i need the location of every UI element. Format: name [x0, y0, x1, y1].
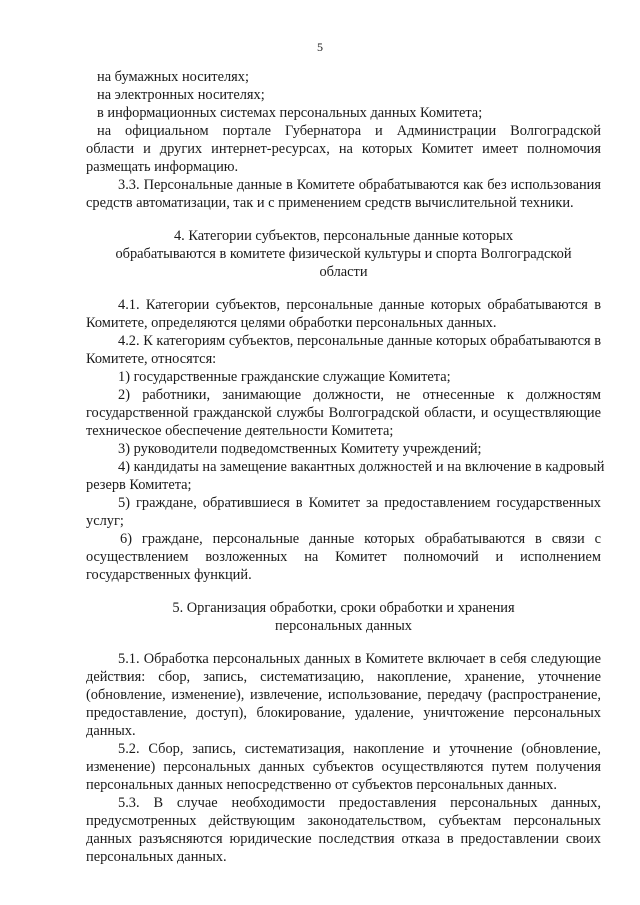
section-4-heading: обрабатываются в комитете физической культуры и спорта Волгоградской [115, 246, 572, 262]
paragraph-5-2: 5.2. Сбор, запись, систематизация, накопление и уточнение (обновление, [118, 741, 601, 757]
paragraph-4-1: 4.1. Категории субъектов, персональные данные которых обрабатываются в [118, 297, 601, 313]
list-item-5: 5) граждане, обратившиеся в Комитет за предоставлением государственных [118, 495, 601, 511]
list-item-2: 2) работники, занимающие должности, не отнесенные к должностям [118, 387, 601, 403]
paragraph-5-3: персональных данных. [86, 849, 227, 865]
list-item-4: 4) кандидаты на замещение вакантных должностей и на включение в кадровый [118, 459, 605, 475]
paragraph-4-2: Комитете, относятся: [86, 351, 217, 367]
paragraph-5-1: данных. [86, 723, 136, 739]
list-item-4: резерв Комитета; [86, 477, 192, 493]
paragraph-5-2: персональных данных непосредственно от субъектов персональных данных. [86, 777, 557, 793]
list-item-1: 1) государственные гражданские служащие Комитета; [118, 369, 451, 385]
list-item-2: техническое обеспечение деятельности Комитета; [86, 423, 394, 439]
storage-isp-line: в информационных системах персональных данных Комитета; [97, 105, 483, 121]
list-item-3: 3) руководители подведомственных Комитету учреждений; [118, 441, 482, 457]
paragraph-3-3: средств автоматизации, так и с применением средств вычислительной техники. [86, 195, 574, 211]
section-4-heading: 4. Категории субъектов, персональные данные которых [173, 228, 514, 244]
list-item-2: государственной гражданской службы Волгоградской области, и осуществляющие [86, 405, 601, 421]
storage-portal-line: размещать информацию. [86, 159, 239, 175]
section-4-heading: области [319, 264, 368, 280]
paragraph-5-1: 5.1. Обработка персональных данных в Комитете включает в себя следующие [118, 651, 601, 667]
list-item-6: 6) граждане, персональные данные которых обрабатываются в связи с [120, 531, 601, 547]
section-5-heading: персональных данных [275, 618, 412, 634]
paragraph-5-3: 5.3. В случае необходимости предоставления персональных данных, [118, 795, 601, 811]
paragraph-5-1: (обновление, изменение), извлечение, использование, передачу (распространение, [86, 687, 601, 703]
page-number: 5 [317, 40, 323, 54]
list-item-5: услуг; [86, 513, 124, 529]
paragraph-4-2: 4.2. К категориям субъектов, персональные данные которых обрабатываются в [118, 333, 601, 349]
storage-portal-line: на официальном портале Губернатора и Администрации Волгоградской [97, 123, 601, 139]
paragraph-3-3: 3.3. Персональные данные в Комитете обрабатываются как без использования [118, 177, 601, 193]
list-item-6: государственных функций. [86, 567, 252, 583]
storage-paper-line: на бумажных носителях; [97, 69, 249, 85]
paragraph-4-1: Комитете, определяются целями обработки персональных данных. [86, 315, 497, 331]
paragraph-5-3: предусмотренных действующим законодательством, субъектам персональных [86, 813, 601, 829]
section-5-heading: 5. Организация обработки, сроки обработки и хранения [172, 600, 515, 616]
list-item-6: осуществлением возложенных на Комитет полномочий и исполнением [86, 549, 601, 565]
storage-electronic-line: на электронных носителях; [97, 87, 265, 103]
paragraph-5-2: изменение) персональных данных субъектов осуществляются путем получения [86, 759, 601, 775]
paragraph-5-1: действия: сбор, запись, систематизацию, накопление, хранение, уточнение [86, 669, 601, 685]
storage-portal-line: области и других интернет-ресурсах, на которых Комитет имеет полномочия [86, 141, 601, 157]
paragraph-5-1: предоставление, доступ), блокирование, удаление, уничтожение персональных [86, 705, 601, 721]
paragraph-5-3: данных разъясняются юридические последствия отказа в предоставлении своих [86, 831, 601, 847]
